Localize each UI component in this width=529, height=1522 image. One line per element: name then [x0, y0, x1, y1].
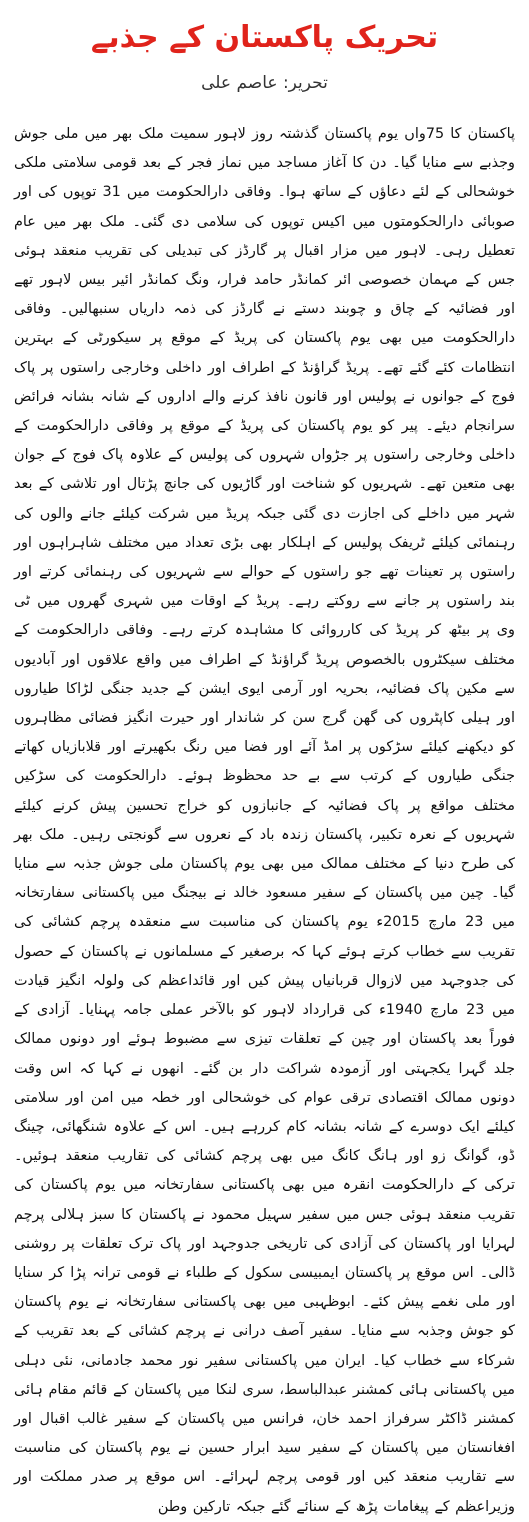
- article-byline: تحریر: عاصم علی: [201, 73, 328, 93]
- article-body: پاکستان کا 75واں یوم پاکستان گذشتہ روز لاہور سمیت ملک بھر میں ملی جوش وجذبے سے منایا گیا۔ دن کا آغاز مساجد میں نماز فجر کے بعد قومی سلامتی ملکی خوشحالی کے لئے دعاؤں کے ساتھ ہوا۔ وفاقی دارالحکومت میں 31 توپوں کی اور صوبائی دارالحکومتوں میں اکیس توپوں کی سلامی دی گئی۔ ملک بھر میں عام تعطیل رہی۔ لاہور میں مزار اقبال پر گارڈز کی تبدیلی کی تقریب منعقد ہوئی جس کے مہمان خصوصی ائر کمانڈر حامد فرار، ونگ کمانڈر ائیر بیس لاہور تھے اور فضائیہ کے چاق و چوبند دستے نے گارڈز کی ذمہ داریاں سنبھالیں۔ وفاقی دارالحکومت میں بھی یوم پاکستان کی پریڈ کے موقع پر سیکورٹی کے بہترین انتظامات کئے گئے تھے۔ پریڈ گراؤنڈ کے اطراف اور داخلی وخارجی راستوں پر پاک فوج کے جوانوں نے پولیس اور قانون نافذ کرنے والے اداروں کے شانہ بشانہ فرائض سرانجام دیئے۔ پیر کو یوم پاکستان کی پریڈ کے موقع پر وفاقی دارالحکومت کے داخلی وخارجی راستوں پر جڑواں شہروں کی پولیس کے علاوہ پاک فوج کے جوان بھی متعین تھے۔ شہریوں کو شناخت اور گاڑیوں کی جانچ پڑتال اور تلاشی کے بعد شہر میں داخلے کی اجازت دی گئی جبکہ پریڈ میں شرکت کیلئے جانے والوں کی رہنمائی کیلئے ٹریفک پولیس کے اہلکار بھی بڑی تعداد میں مختلف شاہراہوں اور راستوں پر تعینات تھے جو راستوں کے حوالے سے شہریوں کی رہنمائی کرتے اور بند راستوں پر جانے سے روکتے رہے۔ پریڈ کے اوقات میں شہری گھروں میں ٹی وی پر بیٹھ کر پریڈ کی کارروائی کا مشاہدہ کرتے رہے۔ وفاقی دارالحکومت کے مختلف سیکٹروں بالخصوص پریڈ گراؤنڈ کے اطراف میں واقع علاقوں اور آبادیوں سے مکین پاک فضائیہ، بحریہ اور آرمی ایوی ایشن کے جدید جنگی لڑاکا طیاروں اور ہیلی کاپٹروں کی گھن گرج سن کر شاندار اور حیرت انگیز فضائی مظاہروں کو دیکھنے کیلئے سڑکوں پر امڈ آئے اور فضا میں رنگ بکھیرتے اور قلابازیاں کھاتے جنگی طیاروں کے کرتب سے بے حد محظوظ ہوئے۔ دارالحکومت کی سڑکیں مختلف مواقع پر پاک فضائیہ کے جانبازوں کو خراج تحسین پیش کرنے کیلئے شہریوں کے نعرہ تکبیر، پاکستان زندہ باد کے نعروں سے گونجتی رہیں۔ ملک بھر کی طرح دنیا کے مختلف ممالک میں بھی یوم پاکستان ملی جوش جذبہ سے منایا گیا۔ چین میں پاکستان کے سفیر مسعود خالد نے بیجنگ میں پاکستانی سفارتخانہ میں 23 مارچ 2015ء یوم پاکستان کی مناسبت سے منعقدہ پرچم کشائی کی تقریب سے خطاب کرتے ہوئے کہا کہ برصغیر کے مسلمانوں نے پاکستان کے حصول کی جدوجہد میں لازوال قربانیاں پیش کیں اور قائداعظم کی ولولہ انگیز قیادت میں 23 مارچ 1940ء کی قرارداد لاہور کو بالآخر عملی جامہ پہنایا۔ آزادی کے فوراً بعد پاکستان اور چین کے تعلقات تیزی سے مضبوط ہوئے اور دونوں ممالک جلد گہرا یکجہتی اور آزمودہ شراکت دار بن گئے۔ انھوں نے کہا کہ اس وقت دونوں ممالک اقتصادی ترقی عوام کی خوشحالی اور خطہ میں امن اور سلامتی کیلئے ایک دوسرے کے شانہ بشانہ کام کررہے ہیں۔ اس کے علاوہ شنگھائی، چینگ ڈو، گوانگ زو اور ہانگ کانگ میں بھی پرچم کشائی کی تقاریب منعقد ہوئیں۔ ترکی کے دارالحکومت انقرہ میں بھی پاکستانی سفارتخانہ میں یوم پاکستان کی تقریب منعقد ہوئی جس میں سفیر سہیل محمود نے پاکستان کا سبز ہلالی پرچم لہرایا اور پاکستان کی آزادی کی تاریخی جدوجہد اور پاک ترک تعلقات پر روشنی ڈالی۔ اس موقع پر پاکستان ایمبیسی سکول کے طلباء نے قومی ترانہ پڑا کر سنایا اور ملی نغمے پیش کئے۔ ابوظہبی میں بھی پاکستانی سفارتخانہ نے یوم پاکستان کو جوش وجذبہ سے منایا۔ سفیر آصف درانی نے پرچم کشائی کے بعد تقریب کے شرکاء سے خطاب کیا۔ ایران میں پاکستانی سفیر نور محمد جادمانی، نئی دہلی میں پاکستانی ہائی کمشنر عبدالباسط، سری لنکا میں پاکستان کے قائم مقام ہائی کمشنر ڈاکٹر سرفراز احمد خان، فرانس میں پاکستان کے سفیر غالب اقبال اور افغانستان میں پاکستان کے سفیر سید ابرار حسین نے یوم پاکستان کی مناسبت سے تقاریب منعقد کیں اور قومی پرچم لہرائے۔ اس موقع پر صدر مملکت اور وزیراعظم کے پیغامات پڑھ کے سنائے گئے جبکہ تارکین وطن: [14, 126, 515, 1515]
- article-title: تحریک پاکستان کے جذبے: [90, 20, 439, 55]
